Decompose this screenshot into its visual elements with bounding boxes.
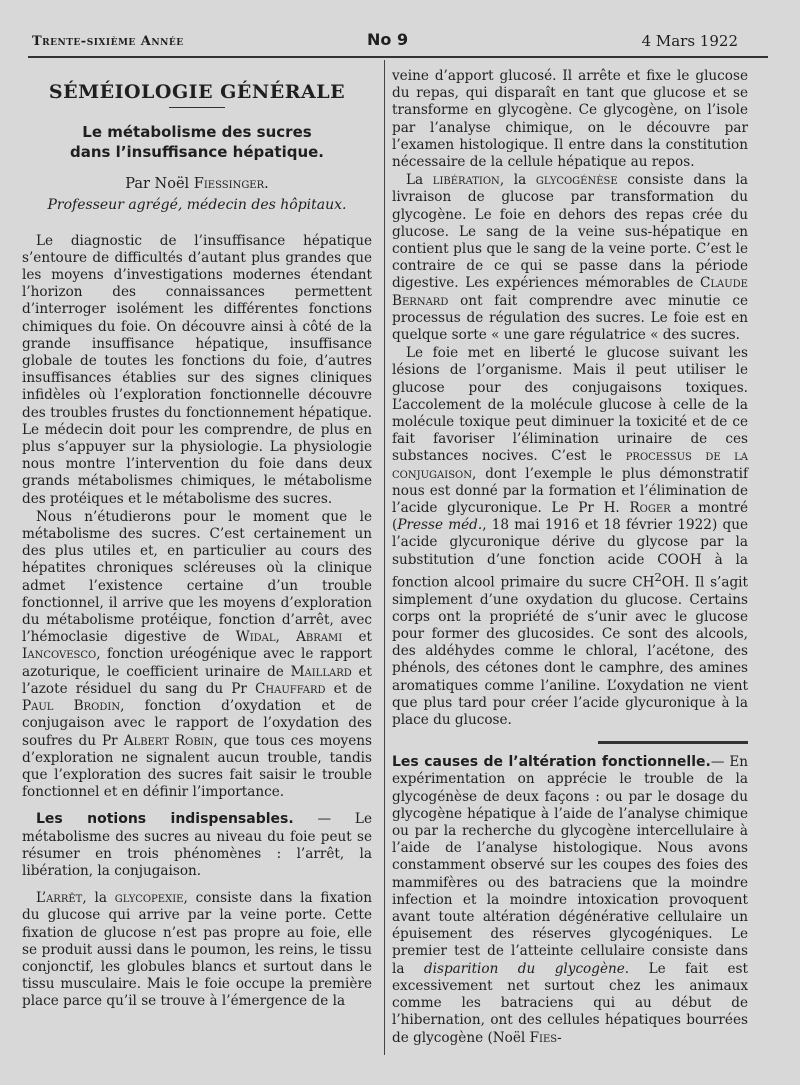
text-run: et de [333,680,373,697]
name-maillard: Maillard [290,663,352,680]
text-run: , la [82,890,107,907]
paragraph-causes [392,754,748,1046]
term-conjugation-process: processus de la conjugaison [392,448,748,482]
column-rule [384,60,385,1055]
name-fiessinger: Fies- [529,1029,562,1046]
text-run: , dont l’exemple le plus démonstratif nous est donné par la formation et l’élimination de l’acide glycuronique. Le Pr H. [392,465,748,517]
text-run: — Le métabolisme des sucres au niveau du foie peut se résumer en trois phénomènes : l’arrêt, la libération, la conjugaison. [22,811,373,879]
text-run: , fonction d’oxydation et de conjugaison avec le rapport de l’oxydation des soufres du Pr [22,698,372,749]
header-rule [28,56,768,58]
name-iancovesco: Iancovesco [22,646,97,663]
section-title: SÉMÉIOLOGIE GÉNÉRALE [48,81,346,103]
text-run: , que tous ces moyens d’exploration ne signalent aucun trouble, tandis que l’exploration des sucres fait saisir le trouble fonctionnel et en définir l’importance. [22,732,373,801]
article-title [22,122,372,162]
name-abrami: Abrami [296,629,343,646]
term-arret: L’arrêt [36,890,83,907]
formula-superscript: 2 [654,569,662,584]
paragraph-conjugation [392,345,748,729]
paragraph-sugar-metabolism [22,509,372,801]
text-run: Le foie met en liberté le glucose suivant les lésions de l’organisme. Mais il peut utiliser le glucose pour des conjugaisons toxiques. L’accolement de la molécule glucose à celle de la molécule toxique peut diminuer la toxicité et de ce fait favoriser l’élimination urinaire de ces substances nocives. C’est le [392,345,748,465]
text-run: — En expérimentation on apprécie le trouble de la glycogénèse de deux façons : ou par le dosage du glycogène hépatique à l’aide de l’analyse chimique ou par la recherche du glycogène intercellulaire à l’aide de l’analyse histologique. Nous avons constamment observé sur les coupes des foies des mammifères ou des batraciens que la moindre infection et la moindre intoxication provoquent avant toute altération dégénérative cellulaire un épuisement des réserves glycogéniques. Le premier test de l’atteinte cellulaire consiste dans la [392,754,748,977]
term-liberation: libération [432,172,500,189]
text-run: . Le fait est excessivement net surtout chez les animaux comme les batraciens qui au début de l’hibernation, ont des cellules hépatiques bourrées de glycogène (Noël [392,960,748,1046]
section-separator [598,741,748,744]
name-chauffard: Chauffard [255,680,326,697]
text-run: et [358,629,372,646]
paragraph-intro: Le diagnostic de l’insuffisance hépatique s’entoure de difficultés d’autant plus grandes que les moyens d’investigations modernes étendant l’horizon des connaissances permettent d’interroger isolément les différentes fonctions chimiques du foie. On découvre ainsi à côté de la grande insuffisance hépatique, insuffisance globale de toutes les fonctions du foie, d’autres insuffisances établies sur des signes cliniques infidèles où l’exploration fonctionnelle découvre des troubles frustes du fonctionnement hépatique. Le médecin doit pour les comprendre, de plus en plus s’appuyer sur la physiologie. La physiologie nous montre l’intervention du foie dans deux grands métabolismes chimiques, le métabolisme des protéiques et le métabolisme des sucres. [22,232,372,507]
paragraph-liberation [392,172,748,344]
left-column [22,80,372,1011]
article-title-line-2: dans l’insuffisance hépatique. [69,143,324,162]
paragraph-essential-notions [22,811,372,880]
author-name: Fiessinger. [193,176,269,193]
text-run: OH. Il s’agit simplement d’une oxydation du glucose. Certains corps ont la propriété de s’unir avec le glucose pour former des glucosides. Ce sont des alcools, des aldéhydes comme le chloral, l’acétone, des phénols, des cétones dont le camphre, des amines aromatiques comme l’aniline. L’oxydation ne vient que plus tard pour créer l’acide glycuronique à la place du glucose. [392,574,748,729]
text-run: consiste dans la livraison de glucose par transformation du glycogène. Le foie en dehors des repas crée du glucose. Le sang de la veine sus-hépatique en contient plus que le sang de la veine porte. C’est le contraire de ce qui se passe dans la période digestive. Les expériences mémorables de [392,172,748,292]
title-rule [169,107,225,108]
running-header [32,30,738,52]
name-roger: Roger [629,500,671,517]
right-column [392,68,748,1047]
name-claude-bernard: Claude Bernard [392,275,748,309]
issue-date: 4 Mars 1922 [641,32,738,50]
volume-label: Trente-sixième Année [32,34,184,49]
byline-prefix: Par Noël [125,176,190,193]
name-albert-robin: Albert Robin [123,732,214,749]
subheading-causes: Les causes de l’altération fonctionnelle. [392,754,711,771]
text-run: , fonction uréogénique avec le rapport azoturique, le coefficient urinaire de [22,646,372,680]
text-run: , la [499,172,527,189]
subheading-essential-notions: Les notions indispensables. [36,811,294,828]
paragraph-continuation: veine d’apport glucosé. Il arrête et fixe le glucose du repas, qui disparaît en tant que glucose et se transforme en glycogène. Ce glycogène, on l’isole par l’analyse chimique, on le découvre par l’examen histologique. Il entre dans la constitution nécessaire de la cellule hépatique au repos. [392,68,748,171]
issue-number: No 9 [367,30,409,49]
byline [22,176,372,193]
author-affiliation: Professeur agrégé, médecin des hôpitaux. [47,197,347,214]
text-run: a montré ( [392,500,748,534]
article-title-line-1: Le métabolisme des sucres [82,123,312,142]
term-glycopexie: glycopexie [114,890,184,907]
paragraph-glycopexie [22,890,372,1010]
text-run: , consiste dans la fixation du glucose qui arrive par la veine porte. Cette fixation de glucose n’est pas propre au foie, elle se produit aussi dans le poumon, les reins, le tissu conjonctif, les globules blancs et surtout dans le tissu musculaire. Mais le foie occupe la première place parce qu’il se trouve à l’émergence de la [22,890,372,1010]
text-run: , [275,629,280,646]
term-glycogenese: glycogénèse [535,172,618,189]
text-run: Nous n’étudierons pour le moment que le métabolisme des sucres. C’est certainement un des plus utiles et, en particulier au cours des hépatites chroniques scléreuses où la clinique admet l’existence certaine d’un trouble fonctionnel, il arrive que les moyens d’exploration du métabolisme protéique, fonction d’arrêt, avec l’hémoclasie digestive de [22,508,372,646]
text-run: , 18 mai 1916 et 18 février 1922) que l’acide glycuronique dérive du glycose par la substitution d’une fonction acide COOH à la fonction alcool primaire du sucre CH [392,517,748,591]
emphasis-disparition: disparition du glycogène [423,960,625,977]
text-run: La [406,172,424,189]
reference-presse-med: Presse méd. [397,517,483,534]
name-paul-brodin: Paul Brodin [22,698,121,715]
text-run: ont fait comprendre avec minutie ce processus de régulation des sucres. Le foie est en quelque sorte « une gare régulatrice « des sucres. [392,292,748,344]
name-widal: Widal [235,629,276,646]
text-run: et l’azote résiduel du sang du Pr [22,663,373,697]
